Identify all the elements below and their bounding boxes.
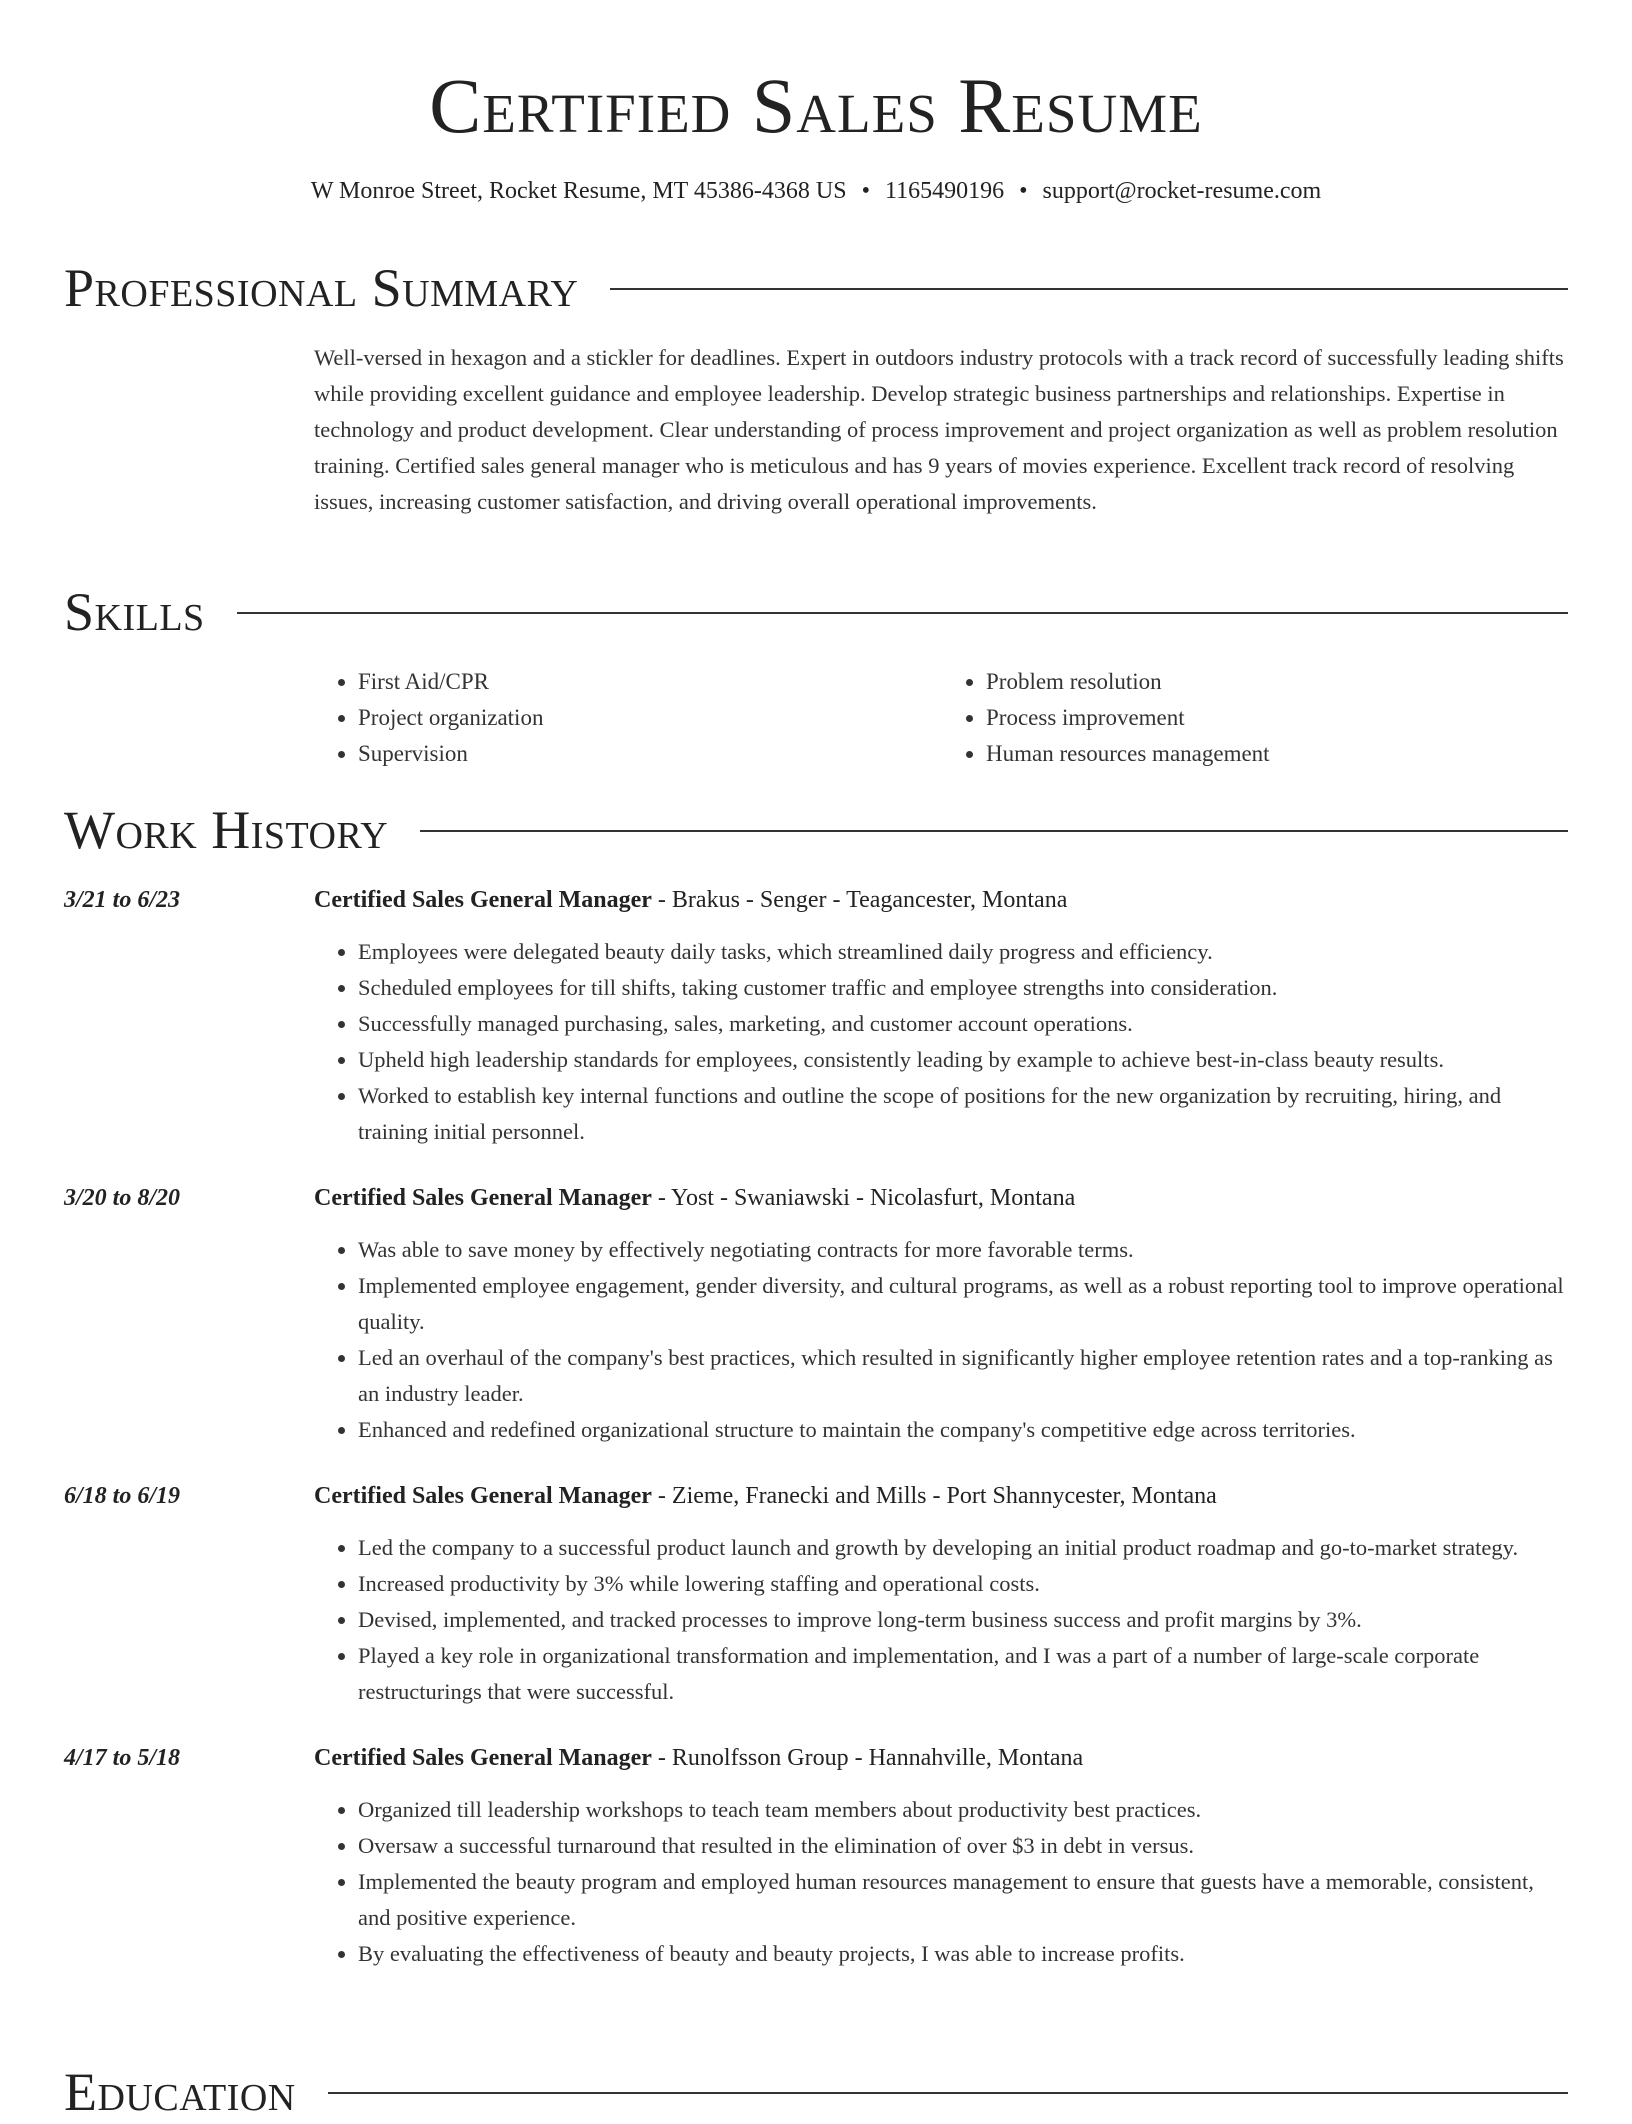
job-title: Certified Sales General Manager (314, 1745, 652, 1771)
job-bullet: • Led the company to a successful product launch and growth by developing an initial product roadmap and go-to-market strategy. (358, 1530, 1570, 1566)
summary-heading: Professional Summary (64, 258, 579, 318)
job-company: - Zieme, Franecki and Mills - Port Shannycester, Montana (651, 1483, 1217, 1509)
job-bullet: • Was able to save money by effectively negotiating contracts for more favorable terms. (358, 1232, 1570, 1268)
summary-text: Well-versed in hexagon and a stickler for deadlines. Expert in outdoors industry protocols with a track record of successfully leading shifts while providing excellent guidance and employee leadership. Develop strategic business partnerships and relationships. Expertise in technology and product development. Clear understanding of process improvement and project organization as well as problem resolution training. Certified sales general manager who is meticulous and has 9 years of movies experience. Excellent track record of resolving issues, increasing customer satisfaction, and driving overall operational improvements. (314, 345, 1564, 514)
work-section-heading (64, 798, 1568, 862)
skills-heading: Skills (64, 582, 205, 642)
summary-section-heading (64, 256, 1568, 320)
job-entry (64, 1740, 1570, 1972)
skill-item: • Supervision (358, 736, 942, 772)
job-title-line (314, 882, 1067, 918)
contact-phone: 1165490196 (884, 178, 1005, 204)
job-bullet: • Scheduled employees for till shifts, taking customer traffic and employee strengths into consideration. (358, 970, 1570, 1006)
job-title: Certified Sales General Manager (314, 1185, 652, 1211)
skill-item: • Problem resolution (986, 664, 1570, 700)
job-entry (64, 882, 1570, 1150)
job-bullet: • Devised, implemented, and tracked processes to improve long-term business success and profit margins by 3%. (358, 1602, 1570, 1638)
job-header (64, 1740, 1570, 1776)
contact-separator: • (861, 178, 870, 204)
contact-line (0, 174, 1632, 208)
job-header (64, 1180, 1570, 1216)
job-bullet: • Led an overhaul of the company's best practices, which resulted in significantly higher employee retention rates and a top-ranking as an industry leader. (358, 1340, 1570, 1412)
section-divider (610, 288, 1568, 290)
job-bullets (314, 1792, 1570, 1972)
work-history (64, 882, 1570, 2002)
skills-section-heading (64, 580, 1568, 644)
contact-separator: • (1019, 178, 1028, 204)
job-title: Certified Sales General Manager (314, 887, 652, 913)
job-bullet: • Employees were delegated beauty daily tasks, which streamlined daily progress and efficiency. (358, 934, 1570, 970)
section-divider (237, 612, 1568, 614)
job-entry (64, 1478, 1570, 1710)
job-bullet: • Oversaw a successful turnaround that resulted in the elimination of over $3 in debt in versus. (358, 1828, 1570, 1864)
job-title-line (314, 1740, 1083, 1776)
job-company: - Brakus - Senger - Teagancester, Montana (651, 887, 1068, 913)
job-bullet: • Implemented employee engagement, gender diversity, and cultural programs, as well as a robust reporting tool to improve operational quality. (358, 1268, 1570, 1340)
job-bullet: • Played a key role in organizational transformation and implementation, and I was a part of a number of large-scale corporate restructurings that were successful. (358, 1638, 1570, 1710)
contact-address: W Monroe Street, Rocket Resume, MT 45386-4368 US (310, 178, 847, 204)
job-bullets (314, 1530, 1570, 1710)
job-dates: 6/18 to 6/19 (64, 1483, 181, 1509)
job-dates: 3/20 to 8/20 (64, 1185, 181, 1211)
job-title-line (314, 1180, 1075, 1216)
job-title: Certified Sales General Manager (314, 1483, 652, 1509)
job-bullet: • Organized till leadership workshops to teach team members about productivity best practices. (358, 1792, 1570, 1828)
skill-item: • Human resources management (986, 736, 1570, 772)
job-company: - Yost - Swaniawski - Nicolasfurt, Montana (651, 1185, 1076, 1211)
job-bullet: • Enhanced and redefined organizational structure to maintain the company's competitive edge across territories. (358, 1412, 1570, 1448)
job-entry (64, 1180, 1570, 1448)
skill-item: • First Aid/CPR (358, 664, 942, 700)
contact-email: support@rocket-resume.com (1042, 178, 1322, 204)
job-bullet: • By evaluating the effectiveness of beauty and beauty projects, I was able to increase profits. (358, 1936, 1570, 1972)
education-section-heading (64, 2060, 1568, 2124)
skills-list-left (314, 664, 942, 772)
job-bullets (314, 1232, 1570, 1448)
job-bullet: • Upheld high leadership standards for employees, consistently leading by example to achieve best-in-class beauty results. (358, 1042, 1570, 1078)
job-company: - Runolfsson Group - Hannahville, Montana (651, 1745, 1084, 1771)
job-bullet: • Increased productivity by 3% while lowering staffing and operational costs. (358, 1566, 1570, 1602)
job-bullet: • Successfully managed purchasing, sales, marketing, and customer account operations. (358, 1006, 1570, 1042)
job-bullet: • Implemented the beauty program and employed human resources management to ensure that guests have a memorable, consistent, and positive experience. (358, 1864, 1570, 1936)
skill-item: • Project organization (358, 700, 942, 736)
work-heading: Work History (64, 800, 389, 860)
section-divider (328, 2092, 1568, 2094)
job-dates: 3/21 to 6/23 (64, 887, 181, 913)
job-header (64, 882, 1570, 918)
resume-title: Certified Sales Resume (429, 62, 1203, 149)
section-divider (420, 830, 1568, 832)
education-heading: Education (64, 2062, 296, 2122)
skills-columns (314, 664, 1570, 772)
job-dates: 4/17 to 5/18 (64, 1745, 181, 1771)
skills-list-right (942, 664, 1570, 772)
job-bullet: • Worked to establish key internal functions and outline the scope of positions for the new organization by recruiting, hiring, and training initial personnel. (358, 1078, 1570, 1150)
job-title-line (314, 1478, 1217, 1514)
skill-item: • Process improvement (986, 700, 1570, 736)
job-bullets (314, 934, 1570, 1150)
job-header (64, 1478, 1570, 1514)
